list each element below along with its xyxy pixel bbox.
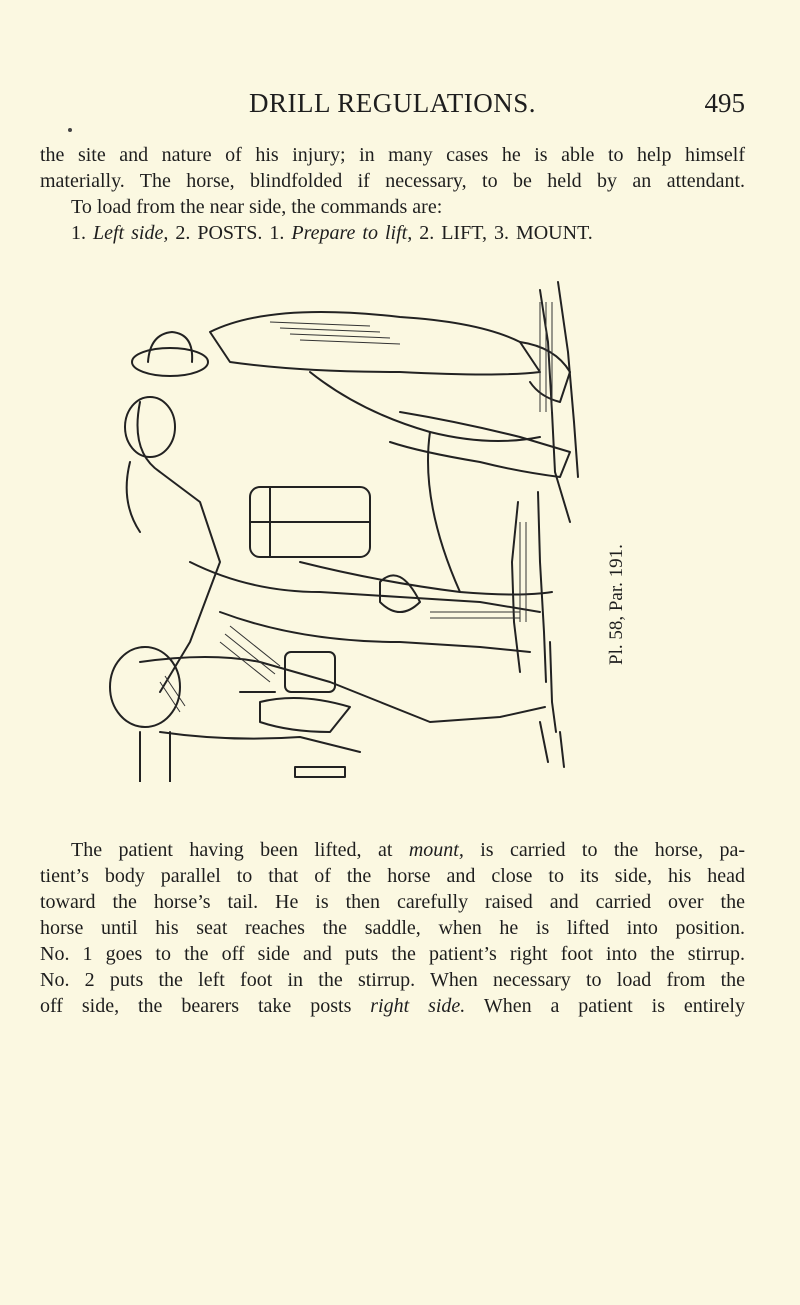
text-line	[40, 993, 745, 1019]
command-text: LIFT,	[441, 222, 487, 244]
text-line: No. 1 goes to the off side and puts the patient’s right foot into the stirrup.	[40, 943, 745, 965]
command-number: 3.	[493, 222, 509, 244]
command-text: Prepare to lift,	[291, 222, 413, 244]
command-number: 1.	[71, 222, 86, 244]
text-line	[40, 837, 745, 863]
command-list	[40, 220, 745, 246]
text-line: materially. The horse, blindfolded if necessary, to be held by an attendant.	[40, 170, 745, 192]
emphasis-mount: mount,	[408, 839, 464, 861]
text-run: The patient having been lifted, at	[71, 839, 409, 861]
text-line: the site and nature of his injury; in many cases he is able to help himself	[40, 144, 745, 166]
paragraph-2	[40, 837, 745, 1019]
litter-bearers-loading-horse-drawing	[100, 262, 620, 782]
text-run: When a patient is entirely	[465, 995, 745, 1017]
text-line: horse until his seat reaches the saddle, when he is lifted into position.	[40, 917, 745, 939]
ink-speck	[68, 128, 72, 132]
plate-caption: Pl. 58, Par. 191.	[606, 544, 627, 665]
command-number: 1.	[269, 222, 285, 244]
command-text: POSTS.	[197, 222, 263, 244]
page-number: 495	[704, 88, 745, 118]
text-run: is carried to the horse, pa-	[463, 839, 745, 861]
text-line: To load from the near side, the commands are:	[71, 196, 443, 218]
text-line: toward the horse’s tail. He is then carefully raised and carried over the	[40, 891, 745, 913]
command-number: 2.	[175, 222, 191, 244]
text-run: off side, the bearers take posts	[40, 995, 371, 1017]
command-number: 2.	[419, 222, 435, 244]
command-text: Left side,	[93, 222, 169, 244]
emphasis-right-side: right side.	[370, 995, 466, 1017]
paragraph-1	[40, 142, 745, 246]
running-head: DRILL REGULATIONS.	[249, 88, 536, 118]
command-text: MOUNT.	[515, 222, 593, 244]
text-line: tient’s body parallel to that of the horse and close to its side, his head	[40, 865, 745, 887]
text-line: No. 2 puts the left foot in the stirrup. When necessary to load from the	[40, 969, 745, 991]
plate-illustration	[100, 262, 620, 782]
page-header	[40, 88, 745, 122]
